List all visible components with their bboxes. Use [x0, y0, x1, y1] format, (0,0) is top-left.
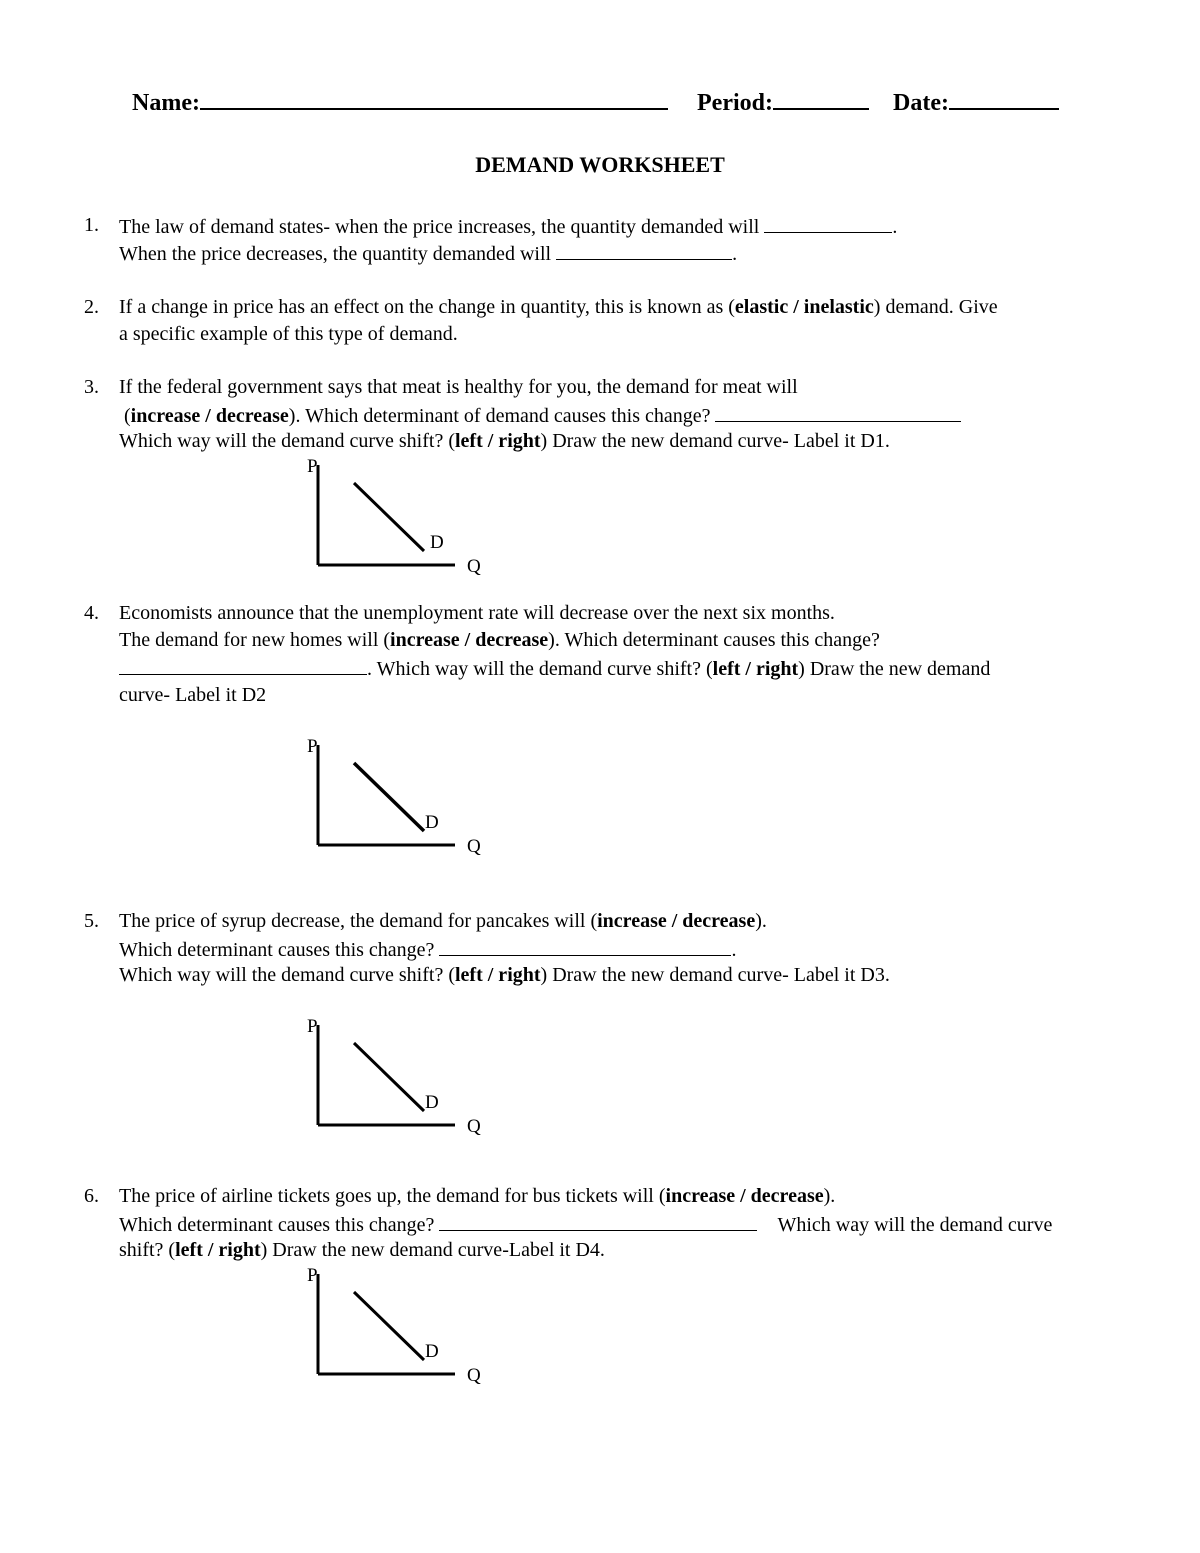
q1-answer-blank-1[interactable]	[764, 214, 892, 233]
q5-answer-blank[interactable]	[439, 937, 731, 956]
price-axis-label: P	[307, 456, 318, 477]
q6-answer-blank[interactable]	[439, 1212, 757, 1231]
q1-line2: When the price decreases, the quantity demanded will .	[119, 243, 738, 265]
price-axis-label: P	[307, 1265, 318, 1286]
q3-line1: If the federal government says that meat is healthy for you, the demand for meat will	[119, 376, 798, 398]
q4-answer-blank[interactable]	[119, 656, 367, 675]
q4-line3: . Which way will the demand curve shift? (left / right) Draw the new demand	[119, 656, 990, 681]
q5-choice-shift[interactable]: left / right	[455, 964, 541, 986]
price-axis-label: P	[307, 736, 318, 757]
name-label: Name:	[132, 90, 200, 116]
q4-choice-shift[interactable]: left / right	[712, 658, 799, 680]
date-blank[interactable]	[949, 88, 1059, 110]
q5-line2: Which determinant causes this change? .	[119, 939, 737, 961]
q4-line1: Economists announce that the unemployment rate will decrease over the next six months.	[119, 602, 835, 624]
date-label: Date:	[893, 90, 949, 116]
q6-choice-shift[interactable]: left / right	[175, 1239, 261, 1261]
demand-curve-label: D	[425, 1092, 439, 1113]
q1-answer-blank-2[interactable]	[556, 241, 732, 260]
quantity-axis-label: Q	[467, 836, 481, 857]
demand-graph-1[interactable]	[300, 455, 490, 580]
q4-choice-direction[interactable]: increase / decrease	[390, 629, 549, 651]
demand-curve-label: D	[425, 812, 439, 833]
demand-curve-label: D	[425, 1341, 439, 1362]
period-field[interactable]	[697, 88, 869, 117]
q6-number: 6.	[84, 1185, 99, 1207]
page-title: DEMAND WORKSHEET	[475, 152, 725, 177]
q2-choice[interactable]: elastic / inelastic	[734, 296, 874, 318]
q6-line3: shift? (left / right) Draw the new demand curve-Label it D4.	[119, 1239, 605, 1261]
q5-choice-direction[interactable]: increase / decrease	[597, 910, 756, 932]
q3-line3: Which way will the demand curve shift? (left / right) Draw the new demand curve- Label it D1.	[119, 430, 890, 452]
q5-line1: The price of syrup decrease, the demand for pancakes will (increase / decrease).	[119, 910, 767, 932]
q3-answer-blank[interactable]	[715, 403, 961, 422]
price-axis-label: P	[307, 1016, 318, 1037]
q1-line1: The law of demand states- when the price increases, the quantity demanded will .	[119, 216, 898, 238]
q3-number: 3.	[84, 376, 99, 398]
q2-number: 2.	[84, 296, 99, 318]
q3-choice-direction[interactable]: increase / decrease	[130, 405, 289, 427]
q5-number: 5.	[84, 910, 99, 932]
q6-line2: Which determinant causes this change? Which way will the demand curve	[119, 1214, 1053, 1236]
name-field[interactable]	[132, 88, 668, 117]
demand-curve	[354, 1043, 424, 1111]
period-blank[interactable]	[773, 88, 869, 110]
q4-number: 4.	[84, 602, 99, 624]
date-field[interactable]	[893, 88, 1059, 117]
q6-line1: The price of airline tickets goes up, the demand for bus tickets will (increase / decrease).	[119, 1185, 836, 1207]
demand-graph-4[interactable]	[300, 1264, 490, 1389]
demand-curve	[354, 483, 424, 551]
q4-line2: The demand for new homes will (increase / decrease). Which determinant causes this change?	[119, 629, 880, 651]
demand-curve-label: D	[430, 532, 444, 553]
name-blank[interactable]	[200, 88, 668, 110]
quantity-axis-label: Q	[467, 556, 481, 577]
quantity-axis-label: Q	[467, 1365, 481, 1386]
q3-line2: (increase / decrease). Which determinant of demand causes this change?	[124, 403, 961, 428]
quantity-axis-label: Q	[467, 1116, 481, 1137]
demand-graph-3[interactable]	[300, 1015, 490, 1140]
demand-graph-2[interactable]	[300, 735, 490, 860]
q2-line1: If a change in price has an effect on the change in quantity, this is known as (elastic / inelastic) demand. Give	[119, 296, 998, 318]
q6-choice-direction[interactable]: increase / decrease	[665, 1185, 824, 1207]
q2-line2: a specific example of this type of demand.	[119, 323, 458, 345]
q5-line3: Which way will the demand curve shift? (left / right) Draw the new demand curve- Label it D3.	[119, 964, 890, 986]
q3-choice-shift[interactable]: left / right	[455, 430, 541, 452]
q4-line4: curve- Label it D2	[119, 684, 267, 706]
q1-number: 1.	[84, 214, 99, 236]
period-label: Period:	[697, 90, 773, 116]
demand-curve	[354, 1292, 424, 1360]
demand-curve	[354, 763, 424, 831]
